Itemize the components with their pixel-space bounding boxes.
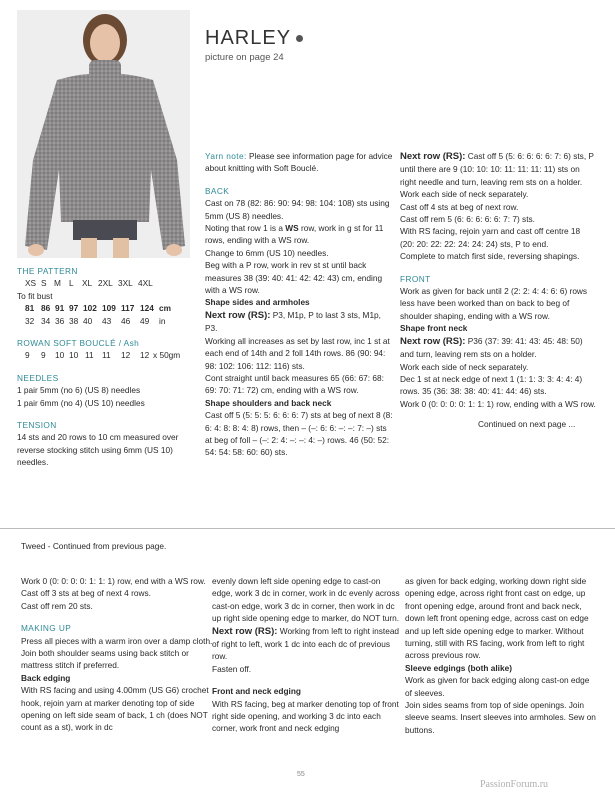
in-unit: in bbox=[159, 315, 166, 326]
next-row-label: Next row (RS): bbox=[400, 151, 466, 162]
paragraph: Cast off rem 20 sts. bbox=[21, 600, 93, 611]
next-row-label: Next row (RS): bbox=[205, 309, 271, 321]
paragraph bbox=[205, 222, 393, 247]
needles-line: 1 pair 5mm (no 6) (US 8) needles bbox=[17, 385, 141, 396]
ball-count: 9 bbox=[41, 350, 46, 361]
paragraph: Cont straight until back measures 65 (66: 67: 68: 69: 70: 71: 72) cm, ending with a WS row. bbox=[205, 372, 384, 396]
pattern-info bbox=[17, 265, 197, 469]
paragraph: With RS facing, rejoin yarn and cast off centre 18 (20: 20: 22: 22: 24: 24: 24) sts, P to end. bbox=[400, 226, 581, 249]
yarn-heading: ROWAN SOFT BOUCLÉ / Ash bbox=[17, 338, 140, 349]
paragraph: With RS facing, beg at marker denoting top of front right side opening, and working 3 dc into each corner, work front and neck edging bbox=[212, 698, 399, 734]
paragraph: as given for back edging, working down right side opening edge, across right front cast on edge, up front opening edge, around front and back neck, down left front opening edge, across cast on edge and up left side opening edge to marker. Without turning, still with RS facing, work from left to right across previous row. bbox=[405, 576, 589, 661]
to-fit-label: To fit bust bbox=[17, 290, 53, 301]
ball-count: 11 bbox=[102, 350, 111, 361]
bust-cm-row bbox=[17, 302, 197, 314]
paragraph: Change to 6mm (US 10) needles. bbox=[205, 247, 329, 258]
ball-count: 12 bbox=[140, 350, 150, 361]
in-value: 34 bbox=[41, 315, 51, 326]
text: P36 (37: 39: 41: 43: 45: 48: 50) and turn, leaving rem sts on a holder. bbox=[400, 335, 583, 360]
needles-line: 1 pair 6mm (no 4) (US 10) needles bbox=[17, 397, 145, 408]
next-row-label: Next row (RS): bbox=[212, 625, 278, 637]
size-label: S bbox=[41, 278, 47, 289]
text: Cast off 5 (5: 6: 6: 6: 6: 7: 6) sts, P until there are 9 (10: 10: 10: 11: 11: 11: 11) sts on right needle and turn, leaving rem sts on a holder. bbox=[400, 151, 594, 187]
size-label: M bbox=[54, 278, 61, 289]
ball-weight: x 50gm bbox=[153, 350, 181, 361]
front-neck-heading: Shape front neck bbox=[400, 323, 468, 334]
shoulders-heading: Shape shoulders and back neck bbox=[205, 397, 332, 408]
text: Noting that row 1 is a bbox=[205, 223, 283, 234]
ball-count: 10 bbox=[55, 350, 65, 361]
page-number: 55 bbox=[297, 771, 305, 778]
paragraph bbox=[400, 335, 596, 361]
paragraph: Complete to match first side, reversing shapings. bbox=[400, 251, 580, 262]
size-label: 3XL bbox=[118, 278, 133, 289]
cm-value: 97 bbox=[69, 303, 79, 314]
back-heading: BACK bbox=[205, 185, 230, 196]
cm-value: 117 bbox=[121, 303, 135, 314]
back-edging-heading: Back edging bbox=[21, 672, 71, 683]
paragraph: Dec 1 st at neck edge of next 1 (1: 1: 3: 3: 4: 4: 4) rows. 35 (36: 38: 38: 40: 41: 44: 46) sts. bbox=[400, 373, 583, 397]
next-row-label: Next row (RS): bbox=[400, 335, 466, 347]
in-value: 49 bbox=[140, 315, 150, 326]
ball-count: 11 bbox=[85, 350, 94, 361]
paragraph: Join sides seams from top of side openings. Join sleeve seams. Insert sleeves into armholes. Sew on buttons. bbox=[405, 700, 596, 735]
watermark: PassionForum.ru bbox=[480, 779, 549, 790]
paragraph: Work as given for back until 2 (2: 2: 4: 4: 6: 6) rows less have been worked than on back to beg of shoulder shaping, ending with a WS row. bbox=[400, 286, 588, 321]
paragraph: Work 0 (0: 0: 0: 0: 1: 1: 1) row, end with a WS row. bbox=[21, 576, 206, 586]
neck-front-instructions bbox=[400, 150, 596, 431]
paragraph bbox=[212, 625, 400, 663]
bottom-column-1 bbox=[21, 575, 213, 734]
text-bold: WS bbox=[285, 223, 299, 234]
text: Working from left to right instead of right to left, work 1 dc into each dc of previous row. bbox=[212, 625, 400, 662]
in-value: 36 bbox=[55, 315, 65, 326]
in-value: 40 bbox=[83, 315, 93, 326]
paragraph: Work as given for back edging along cast-on edge of sleeves. bbox=[405, 675, 590, 698]
needles-heading: NEEDLES bbox=[17, 372, 59, 383]
armholes-heading: Shape sides and armholes bbox=[205, 297, 310, 308]
pattern-title: HARLEY bbox=[205, 27, 303, 50]
paragraph bbox=[205, 309, 393, 335]
ball-count: 10 bbox=[69, 350, 79, 361]
front-heading: FRONT bbox=[400, 273, 431, 284]
model-illustration bbox=[17, 10, 190, 258]
paragraph: Work each side of neck separately. bbox=[400, 361, 529, 372]
text: row, work in g st for 11 rows, ending with a WS row. bbox=[205, 223, 384, 246]
size-label: 4XL bbox=[138, 278, 153, 289]
cm-value: 124 bbox=[140, 303, 154, 314]
paragraph bbox=[400, 150, 596, 188]
cm-value: 91 bbox=[55, 303, 65, 314]
paragraph: Join both shoulder seams using back stitch or mattress stitch if preferred. bbox=[21, 648, 189, 671]
bottom-column-2 bbox=[212, 575, 400, 735]
paragraph: Beg with a P row, work in rev st st until back measures 38 (39: 40: 41: 42: 42: 43) cm, ending with a WS row. bbox=[205, 260, 383, 296]
paragraph: Work each side of neck separately. bbox=[400, 189, 529, 200]
the-pattern-heading: THE PATTERN bbox=[17, 266, 78, 276]
sweater-photo bbox=[17, 10, 190, 258]
paragraph: evenly down left side opening edge to cast-on edge, work 3 dc in corner, work in dc evenly across cast-on edge, work 3 dc in corner, then work in dc up right side opening edge to marker, do NOT turn. bbox=[212, 576, 400, 624]
tension-text: 14 sts and 20 rows to 10 cm measured over reverse stocking stitch using 6mm (US 10) needles. bbox=[17, 432, 179, 468]
sleeve-edging-heading: Sleeve edgings (both alike) bbox=[405, 662, 512, 673]
yarn-balls-row bbox=[17, 349, 197, 361]
bottom-column-3 bbox=[405, 575, 597, 736]
cm-value: 102 bbox=[83, 303, 97, 314]
text: P3, M1p, P to last 3 sts, M1p, P3. bbox=[205, 309, 381, 334]
section-divider bbox=[0, 528, 615, 529]
paragraph: With RS facing and using 4.00mm (US G6) crochet hook, rejoin yarn at marker denoting top of side opening on left side seam of back, 1 ch (does NOT count as a st), work in dc bbox=[21, 685, 209, 733]
making-up-heading: MAKING UP bbox=[21, 623, 72, 634]
paragraph: Fasten off. bbox=[212, 663, 252, 674]
size-label: XL bbox=[82, 278, 93, 289]
front-neck-edging-heading: Front and neck edging bbox=[212, 686, 301, 697]
bullet-icon bbox=[296, 35, 303, 42]
sizes-row bbox=[17, 277, 197, 289]
in-value: 43 bbox=[102, 315, 112, 326]
yarn-note-label: Yarn note: bbox=[205, 151, 247, 161]
paragraph: Working all increases as set by last row, inc 1 st at each end of 14th and 2 foll 14th rows. 86 (90: 94: 98: 102: 106: 112: 116) sts. bbox=[205, 335, 390, 371]
back-instructions bbox=[205, 150, 393, 459]
size-label: L bbox=[69, 278, 74, 289]
paragraph: Cast off 5 (5: 5: 5: 6: 6: 6: 7) sts at beg of next 8 (8: 6: 4: 8: 8: 4: 8) rows, then – (–: 6: 6: –: –: 7: –) sts at beg of foll – (–: 2: 4: –: –: 4: –) rows. 46 (50: 52: 54: 54: 58: 60: 60) sts. bbox=[205, 410, 393, 458]
paragraph: Cast on 78 (82: 86: 90: 94: 98: 104: 108) sts using 5mm (US 8) needles. bbox=[205, 198, 390, 221]
size-label: XS bbox=[25, 278, 37, 289]
continued-note: Continued on next page ... bbox=[478, 419, 576, 430]
tweed-header: Tweed - Continued from previous page. bbox=[21, 541, 167, 551]
yarn-note-text: Please see information page for advice about knitting with Soft Bouclé. bbox=[205, 151, 393, 174]
paragraph: Cast off 4 sts at beg of next row. bbox=[400, 201, 519, 212]
cm-unit: cm bbox=[159, 303, 171, 314]
in-value: 32 bbox=[25, 315, 35, 326]
bust-in-row bbox=[17, 315, 197, 327]
paragraph: Cast off 3 sts at beg of next 4 rows. bbox=[21, 588, 151, 599]
paragraph: Work 0 (0: 0: 0: 0: 1: 1: 1) row, ending with a WS row. bbox=[400, 398, 596, 409]
cm-value: 109 bbox=[102, 303, 116, 314]
picture-reference: picture on page 24 bbox=[205, 52, 284, 63]
yarn-note bbox=[205, 150, 393, 175]
in-value: 38 bbox=[69, 315, 79, 326]
ball-count: 12 bbox=[121, 350, 131, 361]
cm-value: 86 bbox=[41, 303, 51, 314]
paragraph: Press all pieces with a warm iron over a damp cloth. bbox=[21, 635, 213, 646]
size-label: 2XL bbox=[98, 278, 113, 289]
in-value: 46 bbox=[121, 315, 131, 326]
cm-value: 81 bbox=[25, 303, 35, 314]
tension-heading: TENSION bbox=[17, 420, 57, 431]
paragraph: Cast off rem 5 (6: 6: 6: 6: 6: 7: 7) sts. bbox=[400, 214, 535, 225]
ball-count: 9 bbox=[25, 350, 30, 361]
